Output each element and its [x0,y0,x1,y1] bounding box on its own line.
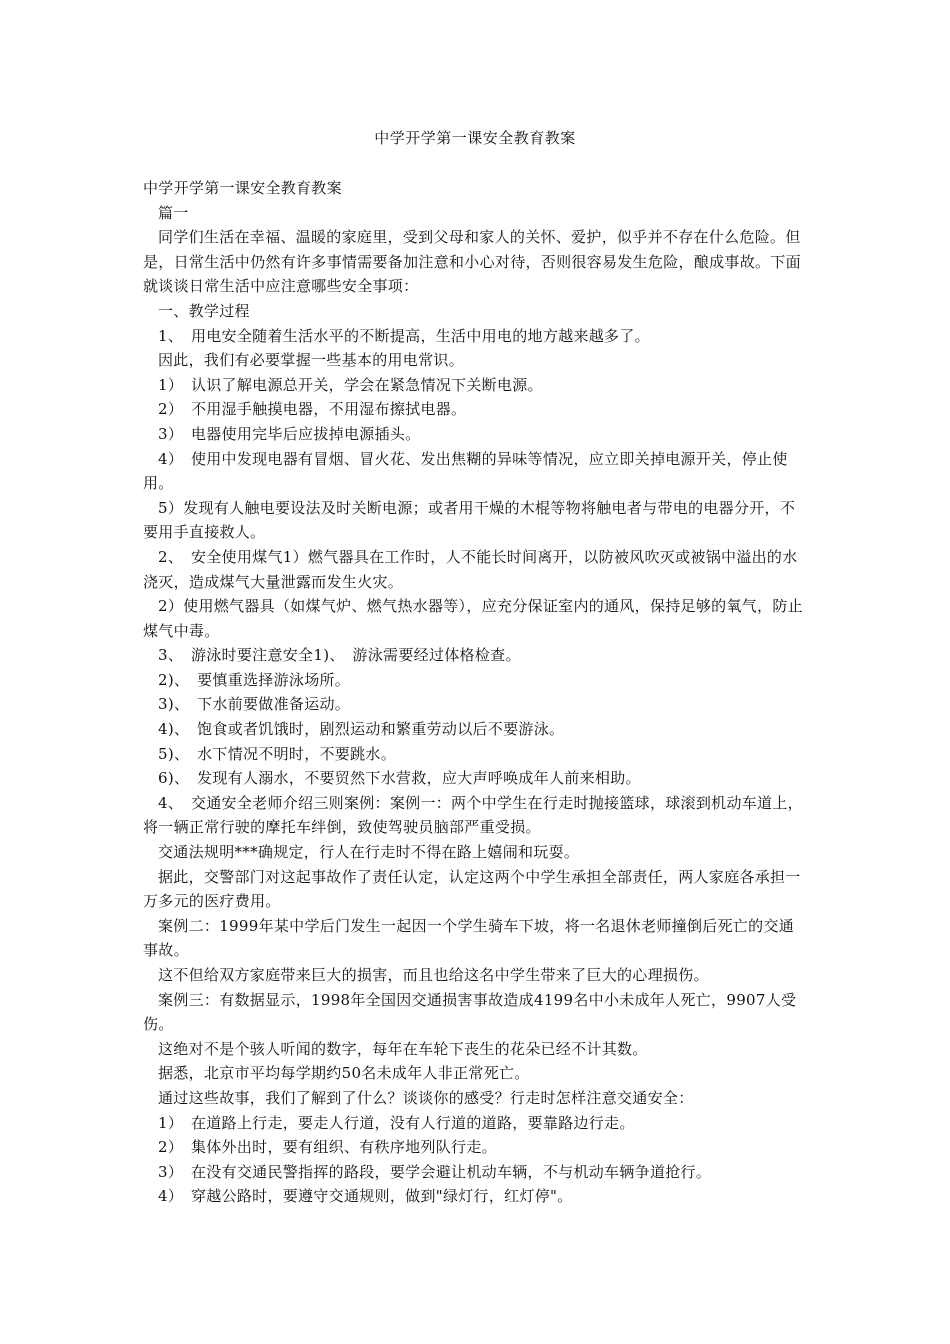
body-paragraph: 3） 电器使用完毕后应拔掉电源插头。 [158,424,421,443]
body-paragraph: 通过这些故事，我们了解到了什么？谈谈你的感受？行走时怎样注意交通安全： [158,1088,694,1107]
intro-paragraph: 同学们生活在幸福、温暖的家庭里，受到父母和家人的关怀、爱护，似乎并不存在什么危险。但是，日常生活中仍然有许多事情需要备加注意和小心对待，否则很容易发生危险，酿成事故。下面就谈谈日常生活中应注意哪些安全事项： [143,228,801,296]
body-paragraph: 这绝对不是个骇人听闻的数字，每年在车轮下丧生的花朵已经不计其数。 [158,1039,648,1058]
body-paragraph: 案例二：1999年某中学后门发生一起因一个学生骑车下坡，将一名退休老师撞倒后死亡的交通事故。 [143,916,795,960]
body-paragraph: 这不但给双方家庭带来巨大的损害，而且也给这名中学生带来了巨大的心理损伤。 [158,966,709,984]
body-paragraph: 因此，我们有必要掌握一些基本的用电常识。 [158,351,465,370]
body-paragraph: 2、 安全使用煤气1）燃气器具在工作时，人不能长时间离开，以防被风吹灭或被锅中溢出的水浇灭，造成煤气大量泄露而发生火灾。 [143,547,798,591]
body-paragraph: 4） 穿越公路时，要遵守交通规则，做到"绿灯行，红灯停"。 [158,1187,573,1206]
body-paragraph: 4、 交通安全老师介绍三则案例：案例一：两个中学生在行走时抛接篮球，球滚到机动车道上，将一辆正常行驶的摩托车绊倒，致使驾驶员脑部严重受损。 [143,793,803,837]
body-paragraph: 6)、 发现有人溺水，不要贸然下水营救，应大声呼唤成年人前来相助。 [158,769,641,788]
body-paragraph: 案例三：有数据显示，1998年全国因交通损害事故造成4199名中小未成年人死亡，9907人受伤。 [143,990,797,1034]
body-paragraph: 4） 使用中发现电器有冒烟、冒火花、发出焦糊的异味等情况，应立即关掉电源开关，停止使用。 [143,449,788,493]
body-paragraph: 2)、 要慎重选择游泳场所。 [158,670,351,689]
body-paragraph: 2） 集体外出时，要有组织、有秩序地列队行走。 [158,1138,497,1157]
body-paragraph: 4)、 饱食或者饥饿时，剧烈运动和繁重劳动以后不要游泳。 [158,720,565,739]
body-paragraph: 1） 在道路上行走，要走人行道，没有人行道的道路，要靠路边行走。 [158,1113,635,1132]
body-paragraph: 2）使用燃气器具（如煤气炉、燃气热水器等），应充分保证室内的通风，保持足够的氧气，防止煤气中毒。 [143,597,803,640]
body-paragraph: 5)、 水下情况不明时，不要跳水。 [158,744,396,763]
body-paragraph: 5）发现有人触电要设法及时关断电源；或者用干燥的木棍等物将触电者与带电的电器分开，不要用手直接救人。 [143,498,796,542]
section-label: 篇一 [158,203,189,222]
document-body [143,176,809,1209]
body-paragraph: 1） 认识了解电源总开关，学会在紧急情况下关断电源。 [158,375,543,394]
body-paragraph: 据此，交警部门对这起事故作了责任认定，认定这两个中学生承担全部责任，两人家庭各承担一万多元的医疗费用。 [143,867,801,911]
body-paragraph: 2） 不用湿手触摸电器，不用湿布擦拭电器。 [158,400,467,419]
body-paragraph: 3)、 下水前要做准备运动。 [158,695,351,714]
section-heading: 一、教学过程 [158,301,250,320]
body-paragraph: 3） 在没有交通民警指挥的路段，要学会避让机动车辆，不与机动车辆争道抢行。 [158,1162,712,1181]
body-paragraph: 1、 用电安全随着生活水平的不断提高，生活中用电的地方越来越多了。 [158,326,650,345]
body-paragraph: 交通法规明***确规定，行人在行走时不得在路上嬉闹和玩耍。 [158,843,580,862]
subtitle-line: 中学开学第一课安全教育教案 [143,179,342,197]
document-title: 中学开学第一课安全教育教案 [374,129,576,147]
body-paragraph: 据悉，北京市平均每学期约50名未成年人非正常死亡。 [158,1064,530,1083]
body-paragraph: 3、 游泳时要注意安全1)、 游泳需要经过体格检查。 [158,646,521,665]
